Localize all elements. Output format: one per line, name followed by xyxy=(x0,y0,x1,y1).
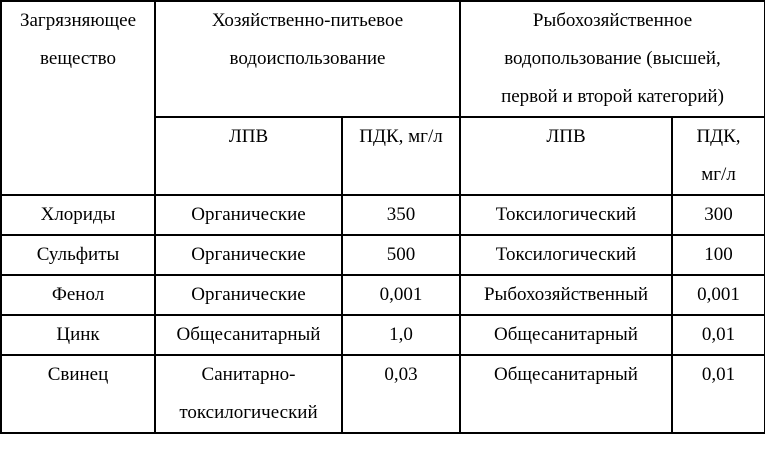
header-fishery-line: первой и второй категорий) xyxy=(501,86,724,107)
table-row xyxy=(1,355,765,433)
household-lpv-cell: Органические xyxy=(155,195,342,235)
fishery-pdk-cell: 300 xyxy=(672,195,765,235)
table-row xyxy=(1,195,765,235)
substance-cell: Цинк xyxy=(1,315,155,355)
header-pollutant-line: вещество xyxy=(40,48,116,69)
fishery-lpv-cell: Общесанитарный xyxy=(460,315,672,355)
header-household-water-use xyxy=(155,1,460,117)
substance-cell: Сульфиты xyxy=(1,235,155,275)
household-lpv-cell: Органические xyxy=(155,275,342,315)
header-pollutant xyxy=(1,1,155,195)
table-row xyxy=(1,315,765,355)
header-pollutant-line: Загрязняющее xyxy=(19,10,137,31)
household-pdk-cell: 1,0 xyxy=(342,315,460,355)
header-fishery-line: водопользование (высшей, xyxy=(504,48,721,69)
fishery-pdk-cell: 0,01 xyxy=(672,315,765,355)
header-household-line: водоиспользование xyxy=(229,48,386,69)
household-pdk-cell: 500 xyxy=(342,235,460,275)
header-household-line: Хозяйственно-питьевое xyxy=(211,10,404,31)
header-lpv-household: ЛПВ xyxy=(155,117,342,195)
fishery-lpv-cell: Рыбохозяйственный xyxy=(460,275,672,315)
header-lpv-fishery: ЛПВ xyxy=(460,117,672,195)
fishery-pdk-cell: 0,001 xyxy=(672,275,765,315)
header-fishery-line: Рыбохозяйственное xyxy=(532,10,693,31)
header-pdk-fishery-line: ПДК, xyxy=(696,126,741,147)
fishery-lpv-cell: Токсилогический xyxy=(460,195,672,235)
household-lpv-line: Санитарно- xyxy=(201,364,296,385)
header-fishery-water-use xyxy=(460,1,765,117)
household-pdk-cell: 0,03 xyxy=(342,355,460,433)
fishery-pdk-cell: 100 xyxy=(672,235,765,275)
substance-cell: Хлориды xyxy=(1,195,155,235)
household-lpv-cell xyxy=(155,355,342,433)
table-row xyxy=(1,235,765,275)
header-pdk-fishery-line: мг/л xyxy=(701,164,736,185)
household-pdk-cell: 0,001 xyxy=(342,275,460,315)
table-row xyxy=(1,275,765,315)
header-row-main xyxy=(1,1,765,117)
substance-cell: Свинец xyxy=(1,355,155,433)
household-pdk-cell: 350 xyxy=(342,195,460,235)
substance-cell: Фенол xyxy=(1,275,155,315)
fishery-pdk-cell: 0,01 xyxy=(672,355,765,433)
fishery-lpv-cell: Общесанитарный xyxy=(460,355,672,433)
header-pdk-household: ПДК, мг/л xyxy=(342,117,460,195)
household-lpv-cell: Общесанитарный xyxy=(155,315,342,355)
header-pdk-fishery xyxy=(672,117,765,195)
household-lpv-line: токсилогический xyxy=(179,402,318,423)
household-lpv-cell: Органические xyxy=(155,235,342,275)
fishery-lpv-cell: Токсилогический xyxy=(460,235,672,275)
